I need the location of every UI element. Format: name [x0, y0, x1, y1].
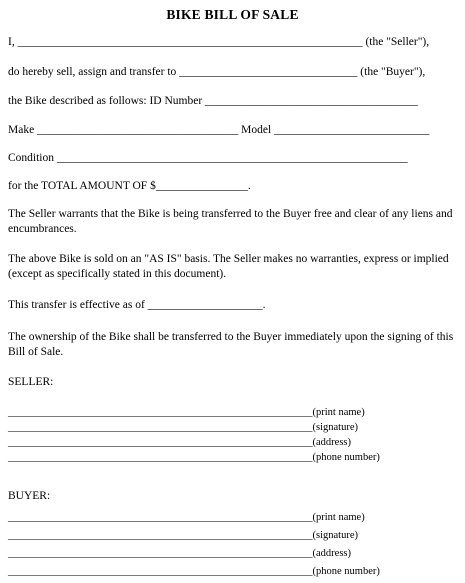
seller-name-line: I, ____________________________________________________________ (the "Seller"), [8, 36, 430, 48]
seller-address-row: __________________________________________________________(address) [8, 437, 351, 448]
buyer-address-row: __________________________________________________________(address) [8, 548, 351, 559]
bike-id-line: the Bike described as follows: ID Number _____________________________________ [8, 95, 418, 107]
buyer-print-name-row: __________________________________________________________(print name) [8, 512, 365, 523]
buyer-signature-row: __________________________________________________________(signature) [8, 530, 358, 541]
seller-print-name-row: __________________________________________________________(print name) [8, 407, 365, 418]
ownership-paragraph: The ownership of the Bike shall be transferred to the Buyer immediately upon the signing of this Bill of Sale. [8, 331, 454, 358]
total-amount-line: for the TOTAL AMOUNT OF $________________. [8, 180, 251, 192]
seller-phone-row: __________________________________________________________(phone number) [8, 452, 380, 463]
seller-section-label: SELLER: [8, 376, 54, 388]
buyer-section-label: BUYER: [8, 490, 51, 502]
warranty-paragraph: The Seller warrants that the Bike is being transferred to the Buyer free and clear of any liens and encumbrances. [8, 208, 453, 235]
seller-signature-row: __________________________________________________________(signature) [8, 422, 358, 433]
document-title: BIKE BILL OF SALE [166, 7, 299, 22]
as-is-paragraph: The above Bike is sold on an "AS IS" basis. The Seller makes no warranties, express or implied (except as specifically stated in this document). [8, 253, 449, 280]
buyer-transfer-line: do hereby sell, assign and transfer to _______________________________ (the "Buyer"), [8, 66, 426, 78]
make-model-line: Make ___________________________________ Model ___________________________ [8, 124, 430, 136]
condition-line: Condition _____________________________________________________________ [8, 152, 408, 164]
effective-date-paragraph: This transfer is effective as of ____________________. [8, 299, 266, 311]
buyer-phone-row: __________________________________________________________(phone number) [8, 566, 380, 577]
